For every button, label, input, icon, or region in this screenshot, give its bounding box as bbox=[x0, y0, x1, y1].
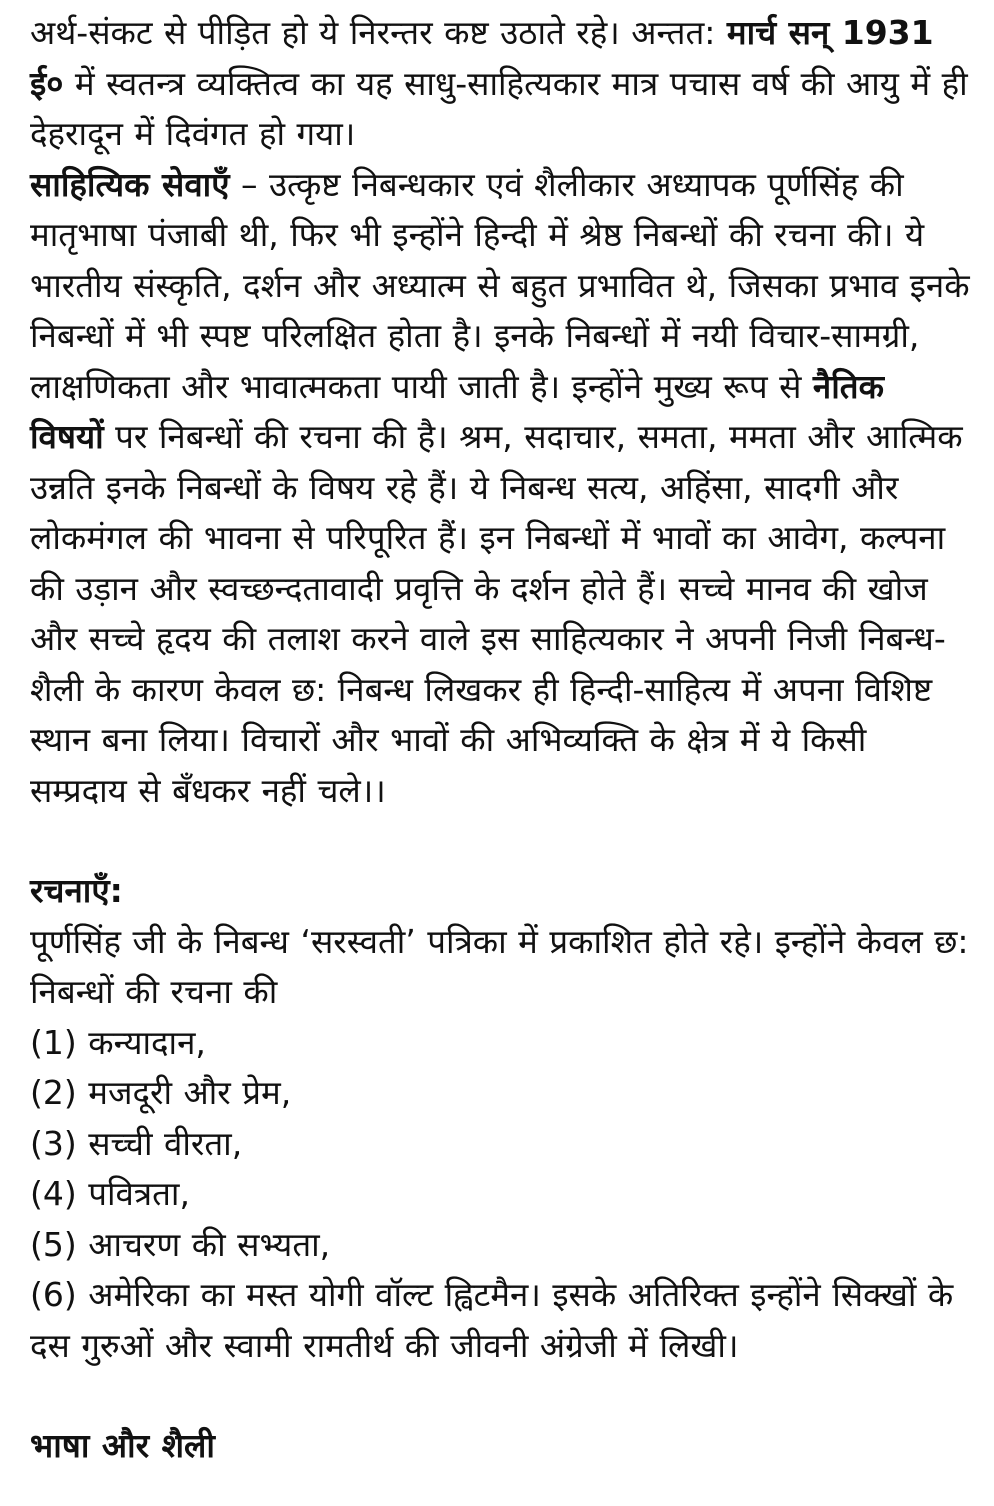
works-list-item-6: (6) अमेरिका का मस्त योगी वॉल्ट ह्विटमैन। इसके अतिरिक्त इन्होंने सिक्खों के दस गुरुओं और स्वामी रामतीर्थ की जीवनी अंग्रेजी में लिखी। bbox=[30, 1275, 954, 1365]
works-intro: पूर्णसिंह जी के निबन्ध ‘सरस्वती’ पत्रिका में प्रकाशित होते रहे। इन्होंने केवल छ: निबन्धों की रचना की bbox=[30, 921, 969, 1011]
works-section bbox=[30, 866, 970, 1371]
death-date: मार्च सन् 1931 ई० bbox=[30, 13, 934, 103]
intro-text-before: अर्थ-संकट से पीड़ित हो ये निरन्तर कष्ट उठाते रहे। अन्तत: bbox=[30, 13, 727, 52]
moral-topics-emphasis: नैतिक विषयों bbox=[30, 366, 884, 456]
document-page bbox=[30, 8, 970, 1472]
literary-services-text-before: – उत्कृष्ट निबन्धकार एवं शैलीकार अध्यापक पूर्णसिंह की मातृभाषा पंजाबी थी, फिर भी इन्होंने हिन्दी में श्रेष्ठ निबन्धों की रचना की। ये भारतीय संस्कृति, दर्शन और अध्यात्म से बहुत प्रभावित थे, जिसका प्रभाव इनके निबन्धों में भी स्पष्ट परिलक्षित होता है। इनके निबन्धों में नयी विचार-सामग्री, लाक्षणिकता और भावात्मकता पायी जाती है। इन्होंने मुख्य रूप से bbox=[30, 164, 970, 406]
language-style-heading: भाषा और शैली bbox=[30, 1426, 215, 1465]
works-list-item-4: (4) पवित्रता, bbox=[30, 1174, 190, 1213]
works-list-item-1: (1) कन्यादान, bbox=[30, 1022, 206, 1062]
literary-services-paragraph bbox=[30, 160, 970, 817]
intro-paragraph bbox=[30, 8, 970, 160]
section-spacer bbox=[30, 816, 970, 866]
works-heading: रचनाएँ: bbox=[30, 871, 123, 910]
works-list-item-3: (3) सच्ची वीरता, bbox=[30, 1123, 243, 1163]
section-spacer bbox=[30, 1371, 970, 1421]
intro-text-after: में स्वतन्त्र व्यक्तित्व का यह साधु-साहित्यकार मात्र पचास वर्ष की आयु में ही देहरादून में दिवंगत हो गया। bbox=[30, 63, 968, 153]
works-list-item-5: (5) आचरण की सभ्यता, bbox=[30, 1224, 331, 1264]
literary-services-label: साहित्यिक सेवाएँ bbox=[30, 164, 230, 204]
literary-services-text-after: पर निबन्धों की रचना की है। श्रम, सदाचार, समता, ममता और आत्मिक उन्नति इनके निबन्धों के विषय रहे हैं। ये निबन्ध सत्य, अहिंसा, सादगी और लोकमंगल की भावना से परिपूरित हैं। इन निबन्धों में भावों का आवेग, कल्पना की उड़ान और स्वच्छन्दतावादी प्रवृत्ति के दर्शन होते हैं। सच्चे मानव की खोज और सच्चे हृदय की तलाश करने वाले इस साहित्यकार ने अपनी निजी निबन्ध-शैली के कारण केवल छ: निबन्ध लिखकर ही हिन्दी-साहित्य में अपना विशिष्ट स्थान बना लिया। विचारों और भावों की अभिव्यक्ति के क्षेत्र में ये किसी सम्प्रदाय से बँधकर नहीं चले।। bbox=[30, 417, 963, 810]
works-list-item-2: (2) मजदूरी और प्रेम, bbox=[30, 1073, 292, 1112]
